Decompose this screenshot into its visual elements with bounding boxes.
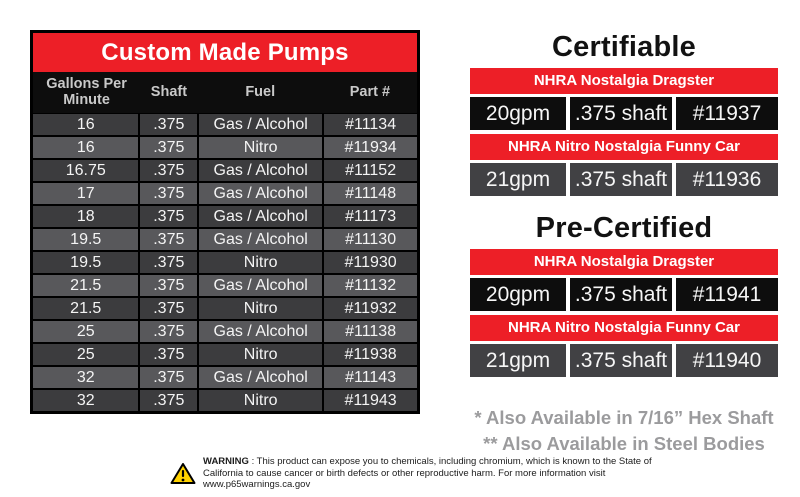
- table-cell: 16.75: [33, 160, 138, 181]
- table-cell: #11148: [324, 183, 417, 204]
- table-row: [33, 390, 417, 411]
- table-cell: #11943: [324, 390, 417, 411]
- warning-text: [203, 456, 675, 491]
- table-cell: .375: [140, 390, 197, 411]
- table-cell: 19.5: [33, 252, 138, 273]
- spec-cell: 21gpm: [470, 344, 566, 377]
- table-cell: #11173: [324, 206, 417, 227]
- table-row: [33, 137, 417, 158]
- section-title: Pre-Certified: [535, 212, 713, 244]
- section-groups: [470, 68, 778, 196]
- table-cell: #11134: [324, 114, 417, 135]
- table-cell: #11932: [324, 298, 417, 319]
- column-header-gpm: Gallons Per Minute: [46, 76, 127, 108]
- table-cell: 32: [33, 367, 138, 388]
- table-cell: 16: [33, 114, 138, 135]
- table-cell: .375: [140, 275, 197, 296]
- table-cell: #11132: [324, 275, 417, 296]
- spec-cell: 20gpm: [470, 97, 566, 130]
- table-cell: .375: [140, 206, 197, 227]
- table-cell: 19.5: [33, 229, 138, 250]
- spec-banner: NHRA Nostalgia Dragster: [470, 249, 778, 275]
- table-cell: .375: [140, 321, 197, 342]
- spec-row: [470, 163, 778, 196]
- warning-body: : This product can expose you to chemicals, including chromium, which is known to the State of California to cause cancer or birth defects or other reproductive harm. For more information visit www.p65warnings.ca.gov: [203, 456, 652, 490]
- table-cell: 17: [33, 183, 138, 204]
- spec-cell: .375 shaft: [570, 344, 672, 377]
- spec-cell: #11940: [676, 344, 778, 377]
- column-header-part: Part #: [349, 83, 391, 100]
- table-cell: Nitro: [199, 298, 322, 319]
- spec-cell: #11941: [676, 278, 778, 311]
- table-cell: .375: [140, 183, 197, 204]
- table-row: [33, 321, 417, 342]
- spec-cell: .375 shaft: [570, 163, 672, 196]
- spec-cell: .375 shaft: [570, 278, 672, 311]
- certification-column: [470, 30, 778, 457]
- spec-banner: NHRA Nostalgia Dragster: [470, 68, 778, 94]
- table-title: Custom Made Pumps: [33, 33, 417, 72]
- table-cell: #11930: [324, 252, 417, 273]
- cert-section: [470, 30, 778, 196]
- spec-cell: #11937: [676, 97, 778, 130]
- table-cell: Gas / Alcohol: [199, 114, 322, 135]
- spec-cell: .375 shaft: [570, 97, 672, 130]
- pump-table-body: [33, 113, 417, 411]
- table-cell: 21.5: [33, 275, 138, 296]
- spec-cell: 20gpm: [470, 278, 566, 311]
- table-row: [33, 114, 417, 135]
- footnote: ** Also Available in Steel Bodies: [483, 433, 765, 454]
- table-cell: #11130: [324, 229, 417, 250]
- table-row: [33, 275, 417, 296]
- table-cell: .375: [140, 229, 197, 250]
- table-row: [33, 160, 417, 181]
- table-cell: Gas / Alcohol: [199, 367, 322, 388]
- table-cell: 25: [33, 344, 138, 365]
- table-cell: #11152: [324, 160, 417, 181]
- table-cell: Gas / Alcohol: [199, 229, 322, 250]
- spec-row: [470, 278, 778, 311]
- table-cell: 25: [33, 321, 138, 342]
- table-cell: .375: [140, 367, 197, 388]
- cert-section: [470, 211, 778, 377]
- prop65-warning: [170, 456, 675, 491]
- footnote: * Also Available in 7/16” Hex Shaft: [474, 407, 774, 428]
- table-cell: .375: [140, 344, 197, 365]
- table-cell: #11938: [324, 344, 417, 365]
- table-cell: Nitro: [199, 137, 322, 158]
- table-cell: #11143: [324, 367, 417, 388]
- spec-cell: #11936: [676, 163, 778, 196]
- table-row: [33, 183, 417, 204]
- table-cell: #11934: [324, 137, 417, 158]
- table-cell: #11138: [324, 321, 417, 342]
- table-cell: .375: [140, 298, 197, 319]
- table-cell: Nitro: [199, 252, 322, 273]
- column-header-shaft: Shaft: [150, 83, 188, 100]
- table-row: [33, 229, 417, 250]
- section-title: Certifiable: [551, 31, 696, 63]
- footnotes: [470, 405, 778, 457]
- table-cell: Nitro: [199, 344, 322, 365]
- table-header-row: [33, 72, 417, 113]
- table-cell: Nitro: [199, 390, 322, 411]
- table-cell: Gas / Alcohol: [199, 275, 322, 296]
- table-row: [33, 298, 417, 319]
- table-cell: 16: [33, 137, 138, 158]
- table-row: [33, 206, 417, 227]
- custom-pumps-table: [30, 30, 420, 414]
- table-cell: Gas / Alcohol: [199, 206, 322, 227]
- column-header-fuel: Fuel: [245, 83, 276, 100]
- table-cell: Gas / Alcohol: [199, 321, 322, 342]
- spec-cell: 21gpm: [470, 163, 566, 196]
- table-cell: Gas / Alcohol: [199, 160, 322, 181]
- table-row: [33, 367, 417, 388]
- warning-label: WARNING: [203, 456, 249, 467]
- table-cell: .375: [140, 114, 197, 135]
- table-cell: .375: [140, 160, 197, 181]
- table-cell: 21.5: [33, 298, 138, 319]
- table-cell: .375: [140, 252, 197, 273]
- table-row: [33, 344, 417, 365]
- spec-banner: NHRA Nitro Nostalgia Funny Car: [470, 134, 778, 160]
- spec-row: [470, 97, 778, 130]
- table-cell: 18: [33, 206, 138, 227]
- table-cell: Gas / Alcohol: [199, 183, 322, 204]
- spec-banner: NHRA Nitro Nostalgia Funny Car: [470, 315, 778, 341]
- warning-triangle-icon: [170, 462, 196, 485]
- section-groups: [470, 249, 778, 377]
- table-row: [33, 252, 417, 273]
- table-cell: .375: [140, 137, 197, 158]
- spec-row: [470, 344, 778, 377]
- table-cell: 32: [33, 390, 138, 411]
